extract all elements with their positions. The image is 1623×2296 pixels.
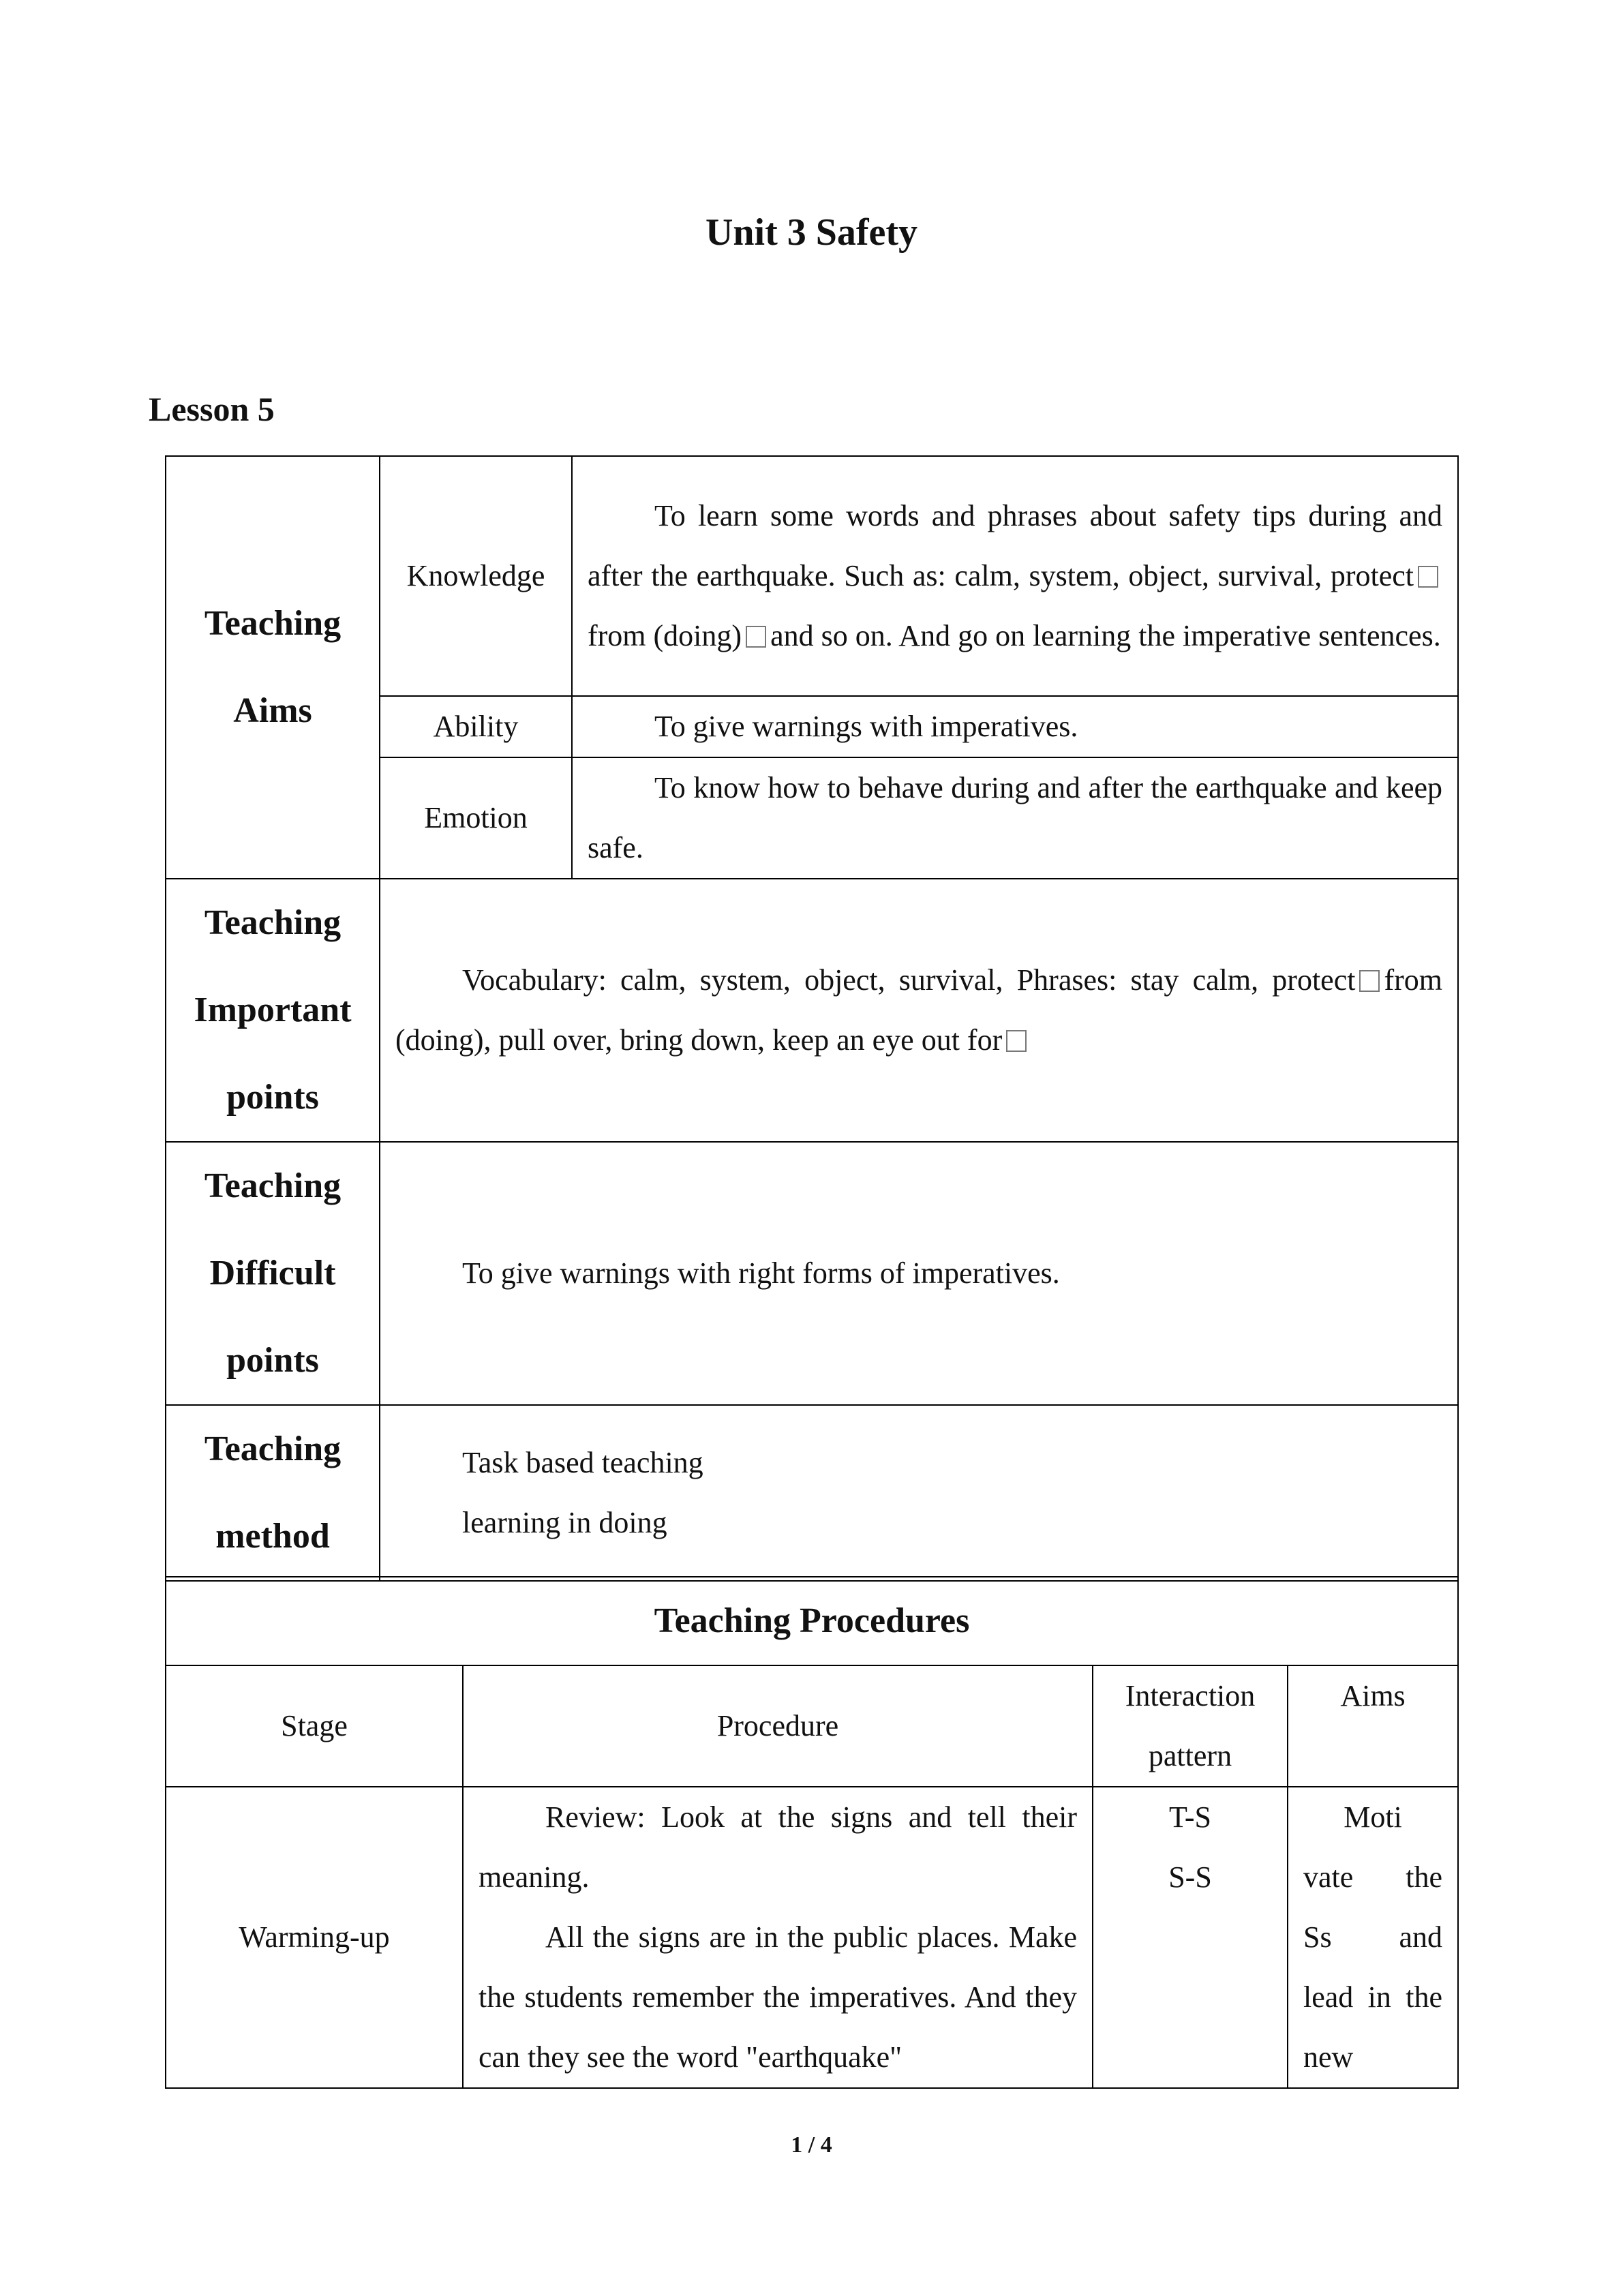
interaction-cell: T-S S-S [1093, 1787, 1288, 2088]
knowledge-text: To learn some words and phrases about safety tips during and after the earthquake. Such as: calm, system, object, survival, protect from (doing) and so on. And go on learning the imperative sentences. [572, 456, 1458, 696]
procedure-row [166, 1787, 1458, 2088]
emotion-text: To know how to behave during and after the earthquake and keep safe. [572, 757, 1458, 879]
method-row [166, 1405, 1458, 1581]
lesson-plan-table [165, 455, 1459, 1582]
procedures-title-row [166, 1577, 1458, 1665]
difficult-points-text: To give warnings with right forms of imperatives. [380, 1142, 1458, 1405]
ability-text: To give warnings with imperatives. [572, 696, 1458, 757]
aims-header: Aims [1288, 1665, 1458, 1787]
difficult-points-label: Teaching Difficult points [166, 1142, 380, 1405]
procedures-table [165, 1576, 1459, 2089]
document-title: Unit 3 Safety [705, 211, 918, 254]
procedures-header-row [166, 1665, 1458, 1787]
missing-glyph-box [1359, 970, 1380, 992]
difficult-points-row [166, 1142, 1458, 1405]
stage-cell: Warming-up [166, 1787, 463, 2088]
knowledge-row [166, 456, 1458, 696]
interaction-header: Interaction pattern [1093, 1665, 1288, 1787]
missing-glyph-box [746, 626, 766, 648]
missing-glyph-box [1006, 1030, 1027, 1052]
aims-cell: Moti vate the Ss and lead in the new [1288, 1787, 1458, 2088]
important-points-row [166, 879, 1458, 1142]
ability-label: Ability [380, 696, 572, 757]
page-number: 1 / 4 [791, 2132, 832, 2158]
emotion-label: Emotion [380, 757, 572, 879]
procedure-header: Procedure [463, 1665, 1093, 1787]
important-points-label: Teaching Important points [166, 879, 380, 1142]
important-points-text: Vocabulary: calm, system, object, survival, Phrases: stay calm, protect from (doing), pull over, bring down, keep an eye out for [380, 879, 1458, 1142]
teaching-aims-label: Teaching Aims [166, 456, 380, 879]
method-label: Teaching method [166, 1405, 380, 1581]
stage-header: Stage [166, 1665, 463, 1787]
knowledge-label: Knowledge [380, 456, 572, 696]
missing-glyph-box [1418, 566, 1438, 588]
procedures-title: Teaching Procedures [166, 1577, 1458, 1665]
method-text: Task based teaching learning in doing [380, 1405, 1458, 1581]
procedure-cell: Review: Look at the signs and tell their meaning. All the signs are in the public places. Make the students remember the imperatives. And they can they see the word "earthquake" [463, 1787, 1093, 2088]
lesson-heading: Lesson 5 [149, 390, 275, 428]
